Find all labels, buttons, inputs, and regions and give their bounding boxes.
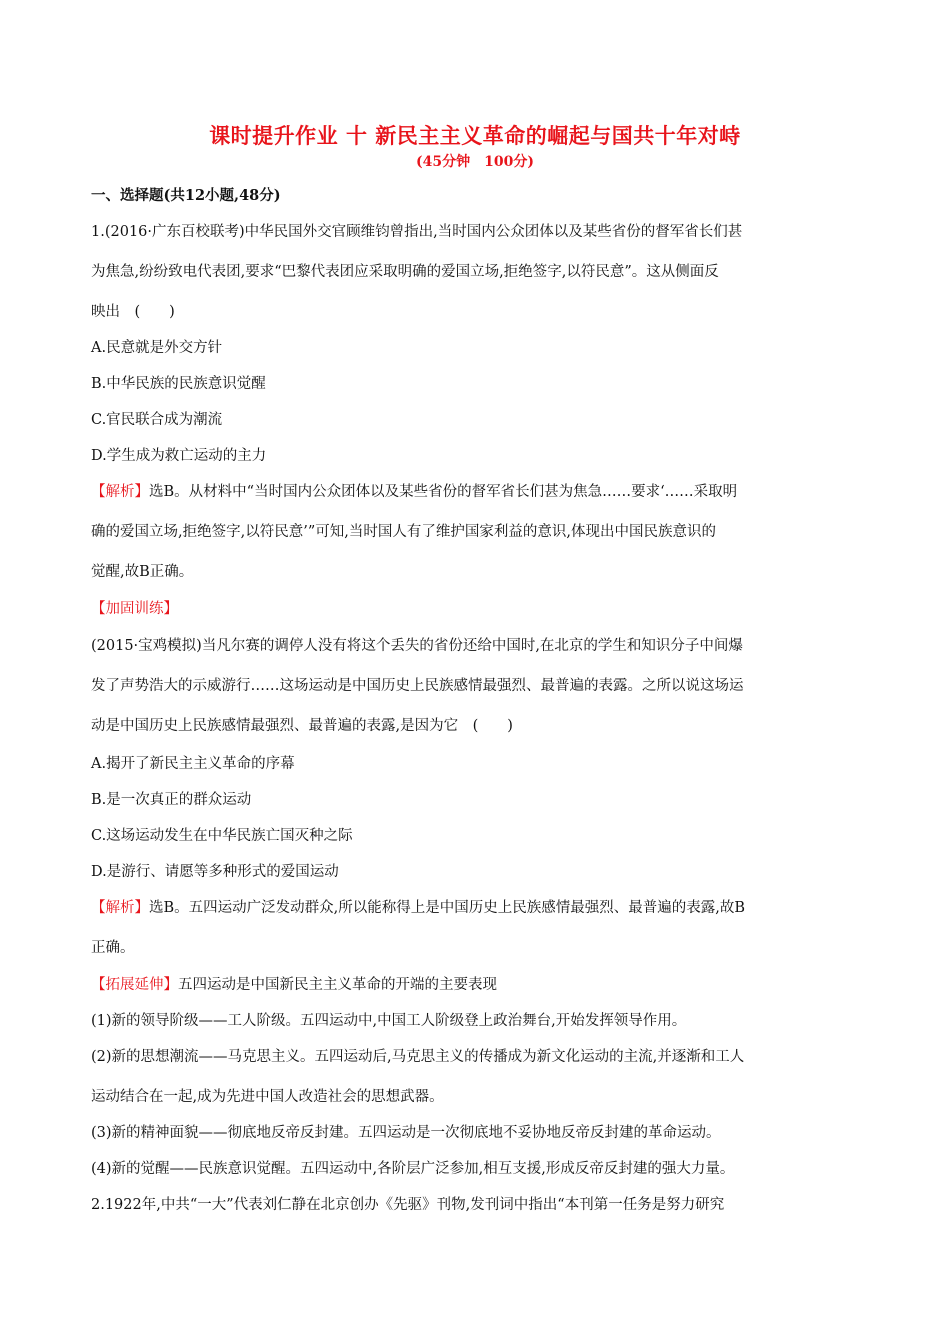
extension-point-2-line-2: 运动结合在一起,成为先进中国人改造社会的思想武器。: [91, 1089, 444, 1105]
question-1-line-3: 映出 ( ): [91, 304, 175, 320]
practice-analysis-line-1: [91, 898, 866, 918]
question-1-option-b: B.中华民族的民族意识觉醒: [91, 376, 266, 392]
practice-option-d: D.是游行、请愿等多种形式的爱国运动: [91, 864, 339, 880]
question-1-line-1: 1.(2016·广东百校联考)中华民国外交官顾维钧曾指出,当时国内公众团体以及某些省份的督军省长们甚: [91, 224, 743, 240]
question-1-option-c: C.官民联合成为潮流: [91, 412, 223, 428]
extension-heading: [91, 975, 866, 995]
section-heading: 一、选择题(共12小题,48分): [91, 187, 281, 204]
practice-analysis-line-2: 正确。: [91, 940, 135, 956]
analysis-tag: 【解析】: [91, 900, 149, 916]
analysis-text: 选B。五四运动广泛发动群众,所以能称得上是中国历史上民族感情最强烈、最普遍的表露,故B: [149, 900, 746, 916]
practice-tag: 【加固训练】: [91, 601, 178, 617]
page-subtitle: (45分钟 100分): [416, 154, 534, 170]
analysis-text: 选B。从材料中“当时国内公众团体以及某些省份的督军省长们甚为焦急……要求‘……采取明: [149, 484, 738, 500]
question-2-line-1: 2.1922年,中共“一大”代表刘仁静在北京创办《先驱》刊物,发刊词中指出“本刊第一任务是努力研究: [91, 1197, 725, 1213]
question-1-line-2: 为焦急,纷纷致电代表团,要求“巴黎代表团应采取明确的爱国立场,拒绝签字,以符民意”。这从侧面反: [91, 264, 719, 280]
practice-option-b: B.是一次真正的群众运动: [91, 792, 252, 808]
extension-intro: 五四运动是中国新民主主义革命的开端的主要表现: [178, 977, 497, 993]
practice-line-1: (2015·宝鸡模拟)当凡尔赛的调停人没有将这个丢失的省份还给中国时,在北京的学生和知识分子中间爆: [91, 638, 743, 654]
practice-option-a: A.揭开了新民主主义革命的序幕: [91, 756, 295, 772]
practice-line-3: 动是中国历史上民族感情最强烈、最普遍的表露,是因为它 ( ): [91, 718, 513, 734]
extension-tag: 【拓展延伸】: [91, 977, 178, 993]
page-title: 课时提升作业 十 新民主主义革命的崛起与国共十年对峙: [209, 124, 741, 148]
question-1-option-d: D.学生成为救亡运动的主力: [91, 448, 267, 464]
practice-line-2: 发了声势浩大的示威游行……这场运动是中国历史上民族感情最强烈、最普遍的表露。之所以说这场运: [91, 678, 744, 694]
extension-point-1: (1)新的领导阶级——工人阶级。五四运动中,中国工人阶级登上政治舞台,开始发挥领导作用。: [91, 1013, 687, 1029]
extension-point-3: (3)新的精神面貌——彻底地反帝反封建。五四运动是一次彻底地不妥协地反帝反封建的革命运动。: [91, 1125, 721, 1141]
extension-point-4: (4)新的觉醒——民族意识觉醒。五四运动中,各阶层广泛参加,相互支援,形成反帝反封建的强大力量。: [91, 1161, 735, 1177]
analysis-tag: 【解析】: [91, 484, 149, 500]
practice-option-c: C.这场运动发生在中华民族亡国灭种之际: [91, 828, 353, 844]
question-1-option-a: A.民意就是外交方针: [91, 340, 223, 356]
question-1-analysis-line-1: [91, 482, 866, 502]
question-1-analysis-line-3: 觉醒,故B正确。: [91, 564, 194, 580]
question-1-analysis-line-2: 确的爱国立场,拒绝签字,以符民意’”可知,当时国人有了维护国家利益的意识,体现出中国民族意识的: [91, 524, 716, 540]
extension-point-2-line-1: (2)新的思想潮流——马克思主义。五四运动后,马克思主义的传播成为新文化运动的主流,并逐渐和工人: [91, 1049, 745, 1065]
